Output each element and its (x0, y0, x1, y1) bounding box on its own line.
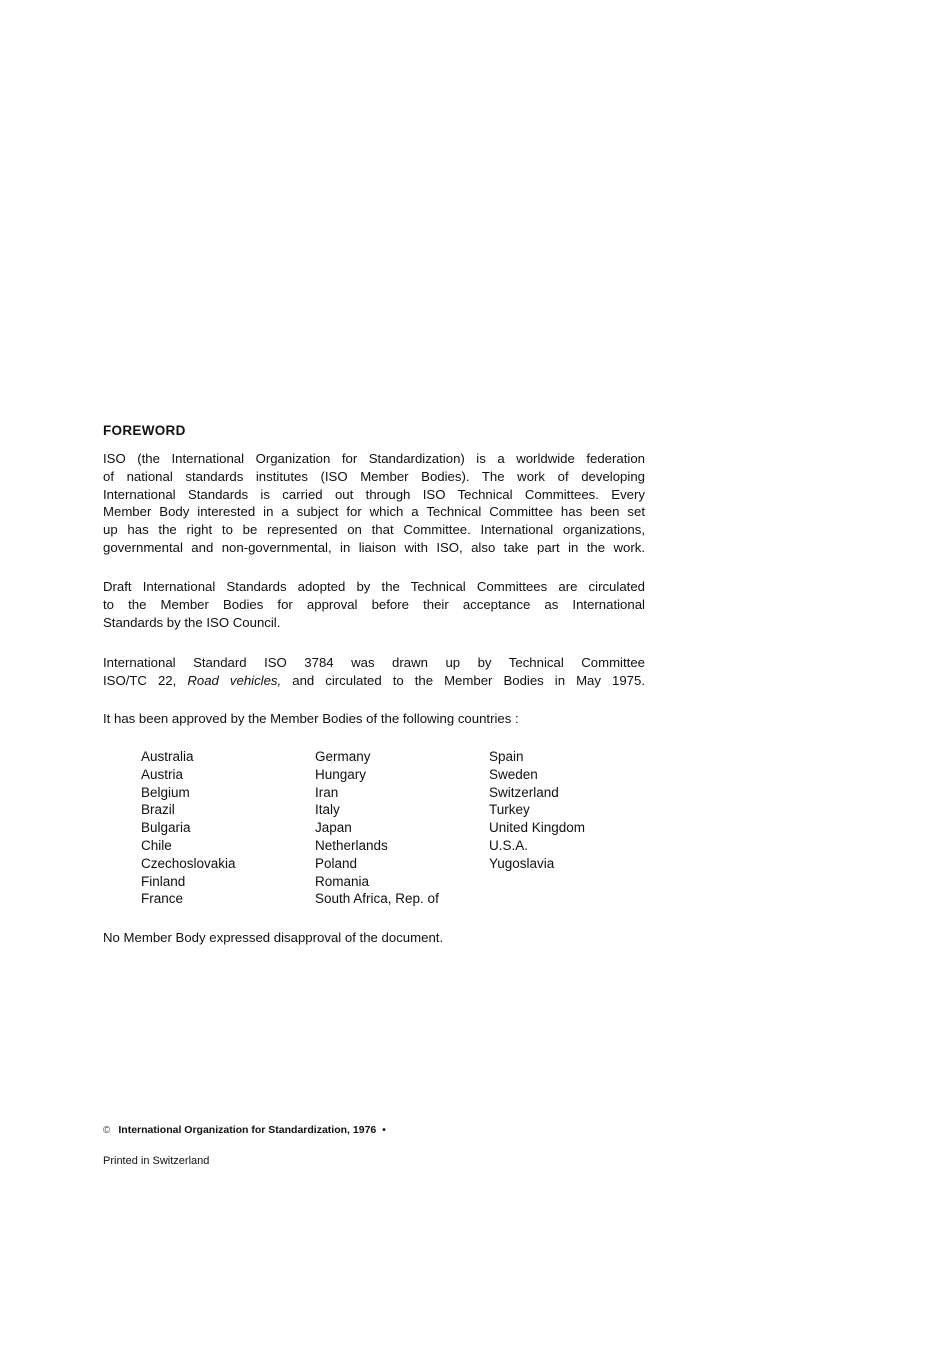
paragraph-line: to the Member Bodies for approval before their acceptance as International (103, 596, 645, 612)
country-item: Hungary (315, 766, 367, 782)
copyright-text: International Organization for Standardization, 1976 (118, 1124, 377, 1136)
country-item: Spain (489, 749, 524, 764)
country-item: United Kingdom (489, 820, 586, 836)
country-item: Japan (315, 820, 352, 836)
paragraph-line: International Standard ISO 3784 was drawn up by Technical Committee (103, 655, 645, 670)
country-item: Turkey (489, 802, 530, 818)
foreword-paragraph-2 (103, 578, 645, 631)
foreword-paragraph-1 (103, 450, 645, 557)
country-item: U.S.A. (489, 837, 529, 853)
foreword-paragraph-4 (103, 710, 645, 728)
paragraph-line: It has been approved by the Member Bodies of the following countries : (103, 711, 519, 726)
paragraph-line: Draft International Standards adopted by the Technical Committees are circulated (103, 579, 645, 594)
country-item: Belgium (141, 784, 190, 800)
country-item: Bulgaria (141, 820, 191, 836)
paragraph-line: ISO (the International Organization for Standardization) is a worldwide federation (103, 451, 645, 466)
country-item: Romania (315, 873, 370, 889)
printed-location: Printed in Switzerland (103, 1155, 210, 1167)
foreword-paragraph-3 (103, 654, 645, 690)
country-item: France (141, 891, 184, 907)
country-column-1 (141, 748, 236, 908)
committee-title: Road vehicles, (187, 672, 282, 688)
country-item: Czechoslovakia (141, 855, 236, 871)
committee-ref: ISO/TC 22, (103, 672, 177, 688)
country-item: South Africa, Rep. of (315, 891, 439, 907)
country-item: Australia (141, 749, 194, 764)
paragraph-line: of national standards institutes (ISO Member Bodies). The work of developing (103, 468, 645, 484)
country-item: Netherlands (315, 837, 388, 853)
bullet-icon: • (382, 1124, 386, 1136)
paragraph-line: up has the right to be represented on that Committee. International organizations, (103, 522, 645, 538)
copyright-notice (103, 1124, 386, 1136)
country-item: Yugoslavia (489, 855, 555, 871)
paragraph-line: International Standards is carried out through ISO Technical Committees. Every (103, 486, 645, 502)
country-item: Chile (141, 837, 172, 853)
paragraph-line: No Member Body expressed disapproval of the document. (103, 930, 444, 945)
country-item: Sweden (489, 766, 538, 782)
paragraph-line: Member Body interested in a subject for which a Technical Committee has been set (103, 504, 645, 520)
foreword-paragraph-5 (103, 929, 645, 947)
country-column-2 (315, 748, 439, 908)
circulation-text: and circulated to the Member Bodies in May 1975. (292, 672, 646, 688)
country-item: Austria (141, 766, 184, 782)
country-item: Finland (141, 873, 186, 889)
country-item: Switzerland (489, 784, 559, 800)
paragraph-line: Standards by the ISO Council. (103, 614, 281, 630)
foreword-heading: FOREWORD (103, 423, 186, 438)
country-item: Brazil (141, 802, 175, 818)
paragraph-line (103, 672, 645, 690)
country-item: Italy (315, 802, 340, 818)
country-column-3 (489, 748, 585, 873)
country-item: Poland (315, 855, 358, 871)
country-item: Germany (315, 749, 371, 764)
paragraph-line: governmental and non-governmental, in liaison with ISO, also take part in the work. (103, 539, 645, 555)
copyright-icon: © (103, 1124, 111, 1136)
country-item: Iran (315, 784, 339, 800)
